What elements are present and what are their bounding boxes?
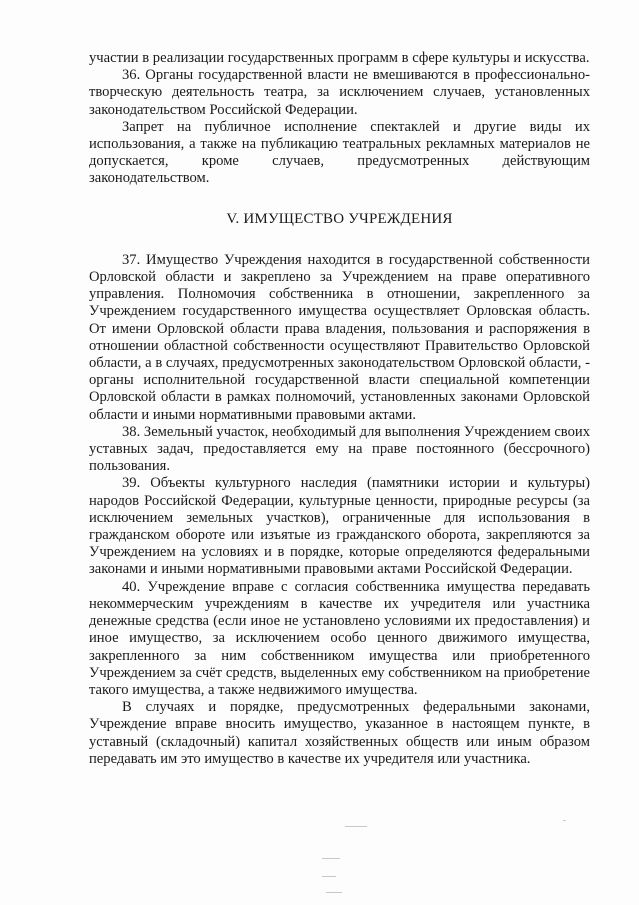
paragraph-37: 37. Имущество Учреждения находится в государственной собственности Орловской области и закреплено за Учреждением на праве оперативного управления. Полномочия собственника в отношении, закрепленного за Учреждением государственного имущества осуществляет Орловская область. От имени Орловской области права владения, пользования и распоряжения в отношении областной собственности осуществляют Правительство Орловской области, а в случаях, предусмотренных законодательством Орловской области, - органы исполнительной государственной власти специальной компетенции Орловской области в рамках полномочий, установленных законами Орловской области и иными нормативными правовыми актами. xyxy=(89,251,590,423)
paragraph-ban: Запрет на публичное исполнение спектаклей и другие виды их использования, а также на публикацию театральных рекламных материалов не допускается, кроме случаев, предусмотренных действующим законодательством. xyxy=(89,118,590,187)
section-heading: V. ИМУЩЕСТВО УЧРЕЖДЕНИЯ xyxy=(226,210,453,227)
paragraph-38: 38. Земельный участок, необходимый для выполнения Учреждением своих уставных задач, предоставляется ему на праве постоянного (бессрочного) пользования. xyxy=(89,423,590,475)
paragraph-continuation: участии в реализации государственных программ в сфере культуры и искусства. xyxy=(89,50,590,66)
document-body xyxy=(89,50,590,768)
paragraph-40-continued: В случаях и порядке, предусмотренных федеральными законами, Учреждение вправе вносить имущество, указанное в настоящем пункте, в уставный (складочный) капитал хозяйственных обществ или иным образом передавать им это имущество в качестве их учредителя или участника. xyxy=(89,699,590,767)
paragraph-36: 36. Органы государственной власти не вмешиваются в профессионально-творческую деятельность театра, за исключением случаев, установленных законодательством Российской Федерации. xyxy=(89,67,590,118)
paragraph-40: 40. Учреждение вправе с согласия собственника имущества передавать некоммерческим учреждениям в качестве их учредителя или участника денежные средства (если иное не установлено условиями их предоставления) и иное имущество, за исключением особо ценного движимого имущества, закрепленного за ним собственником имущества или приобретенного Учреждением за счёт средств, выделенных ему собственником на приобретение такого имущества, а также недвижимого имущества. xyxy=(89,578,590,698)
paragraph-39: 39. Объекты культурного наследия (памятники истории и культуры) народов Российской Федерации, культурные ценности, природные ресурсы (за исключением земельных участков), ограниченные для использования в гражданском обороте или изъятые из гражданского оборота, закрепляются за Учреждением на условиях и в порядке, которые определяются федеральными законами и иными нормативными правовыми актами Российской Федерации. xyxy=(89,475,590,578)
